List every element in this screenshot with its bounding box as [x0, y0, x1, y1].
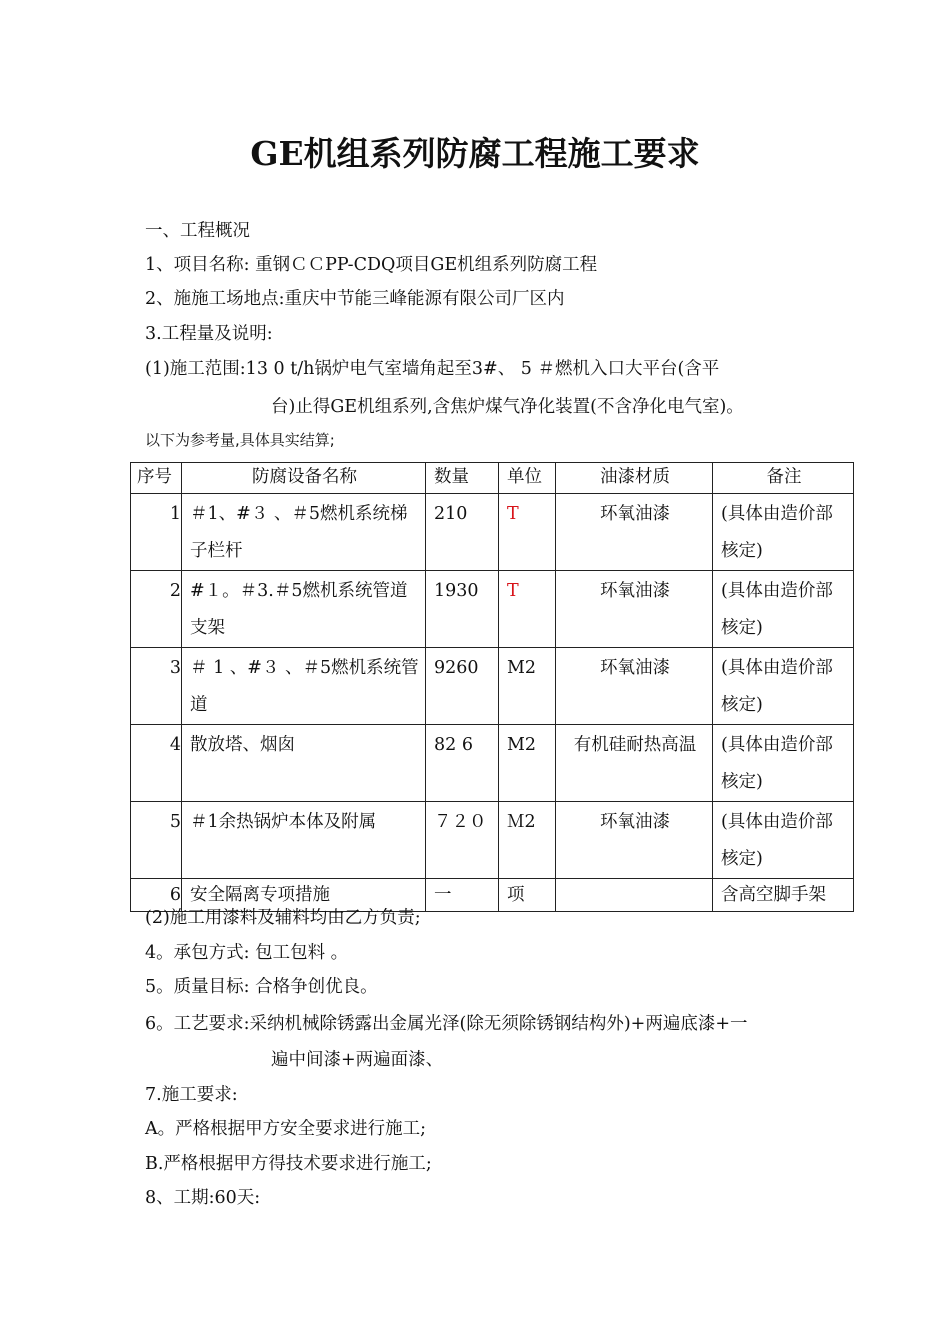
cell-unit: 项: [499, 879, 556, 912]
cell-material: 环氧油漆: [556, 571, 713, 648]
cell-qty: 82 6: [426, 725, 499, 802]
header-unit: 单位: [499, 463, 556, 494]
cell-material: [556, 879, 713, 912]
cell-qty: 9260: [426, 648, 499, 725]
cell-remark: (具体由造价部核定): [713, 802, 854, 879]
cell-name: 散放塔、烟囱: [182, 725, 426, 802]
requirement-b: B.严格根据甲方得技术要求进行施工;: [145, 1154, 432, 1174]
header-qty: 数量: [426, 463, 499, 494]
process-line-1: 6。工艺要求:采纳机械除锈露出金属光泽(除无须除锈钢结构外)+两遍底漆+一: [145, 1014, 748, 1034]
cell-no: 5: [131, 802, 182, 879]
cell-no: 2: [131, 571, 182, 648]
table-row: [131, 802, 854, 879]
site-line: 2、施施工场地点:重庆中节能三峰能源有限公司厂区内: [145, 289, 565, 309]
cell-name: ＃1、#３ 、＃5燃机系统梯子栏杆: [182, 494, 426, 571]
cell-remark: (具体由造价部核定): [713, 494, 854, 571]
cell-material: 环氧油漆: [556, 494, 713, 571]
contract-mode-line: 4。承包方式: 包工包料 。: [145, 943, 349, 963]
cell-unit: T: [499, 494, 556, 571]
cell-material: 环氧油漆: [556, 802, 713, 879]
cell-no: 6: [131, 879, 182, 912]
paint-responsibility-line: (2)施工用漆料及辅料均由乙方负责;: [145, 908, 421, 928]
cell-material: 有机硅耐热高温: [556, 725, 713, 802]
cell-material: 环氧油漆: [556, 648, 713, 725]
cell-remark: 含高空脚手架: [713, 879, 854, 912]
cell-remark: (具体由造价部核定): [713, 571, 854, 648]
cell-unit: T: [499, 571, 556, 648]
cell-name: ＃1余热锅炉本体及附属: [182, 802, 426, 879]
cell-remark: (具体由造价部核定): [713, 725, 854, 802]
header-name: 防腐设备名称: [182, 463, 426, 494]
reference-note: 以下为参考量,具体具实结算;: [145, 431, 335, 449]
table-row: [131, 725, 854, 802]
period-line: 8、工期:60天:: [145, 1188, 261, 1208]
quality-target-line: 5。质量目标: 合格争创优良。: [145, 977, 378, 997]
requirement-a: A。严格根据甲方安全要求进行施工;: [145, 1119, 427, 1139]
cell-name: #１。＃3.＃5燃机系统管道支架: [182, 571, 426, 648]
document-title: GE机组系列防腐工程施工要求: [250, 134, 700, 173]
construction-req-heading: 7.施工要求:: [145, 1085, 238, 1105]
table-row: [131, 494, 854, 571]
process-line-2: 遍中间漆+两遍面漆、: [271, 1050, 444, 1070]
header-remark: 备注: [713, 463, 854, 494]
cell-qty: 一: [426, 879, 499, 912]
table-header-row: [131, 463, 854, 494]
cell-no: 1: [131, 494, 182, 571]
header-material: 油漆材质: [556, 463, 713, 494]
cell-qty: 1930: [426, 571, 499, 648]
cell-qty: ７２０: [426, 802, 499, 879]
cell-remark: (具体由造价部核定): [713, 648, 854, 725]
quantity-heading: 3.工程量及说明:: [145, 324, 273, 344]
section-overview-heading: 一、工程概况: [145, 221, 250, 241]
quantity-table: [130, 462, 854, 912]
scope-line-2: 台)止得GE机组系列,含焦炉煤气净化装置(不含净化电气室)。: [271, 397, 744, 417]
cell-name: ＃ 1 、#３ 、＃5燃机系统管道: [182, 648, 426, 725]
cell-unit: M2: [499, 648, 556, 725]
cell-no: 4: [131, 725, 182, 802]
cell-name: 安全隔离专项措施: [182, 879, 426, 912]
table-row: [131, 648, 854, 725]
cell-no: 3: [131, 648, 182, 725]
cell-unit: M2: [499, 725, 556, 802]
header-no: 序号: [131, 463, 182, 494]
scope-line-1: (1)施工范围:13 0 t/h锅炉电气室墙角起至3#、 5 ＃燃机入口大平台(含平: [145, 359, 720, 379]
table-row: [131, 571, 854, 648]
project-name-line: 1、项目名称: 重钢ＣＣPP-CDQ项目GE机组系列防腐工程: [145, 255, 598, 275]
cell-qty: 210: [426, 494, 499, 571]
cell-unit: Ｍ2: [499, 802, 556, 879]
